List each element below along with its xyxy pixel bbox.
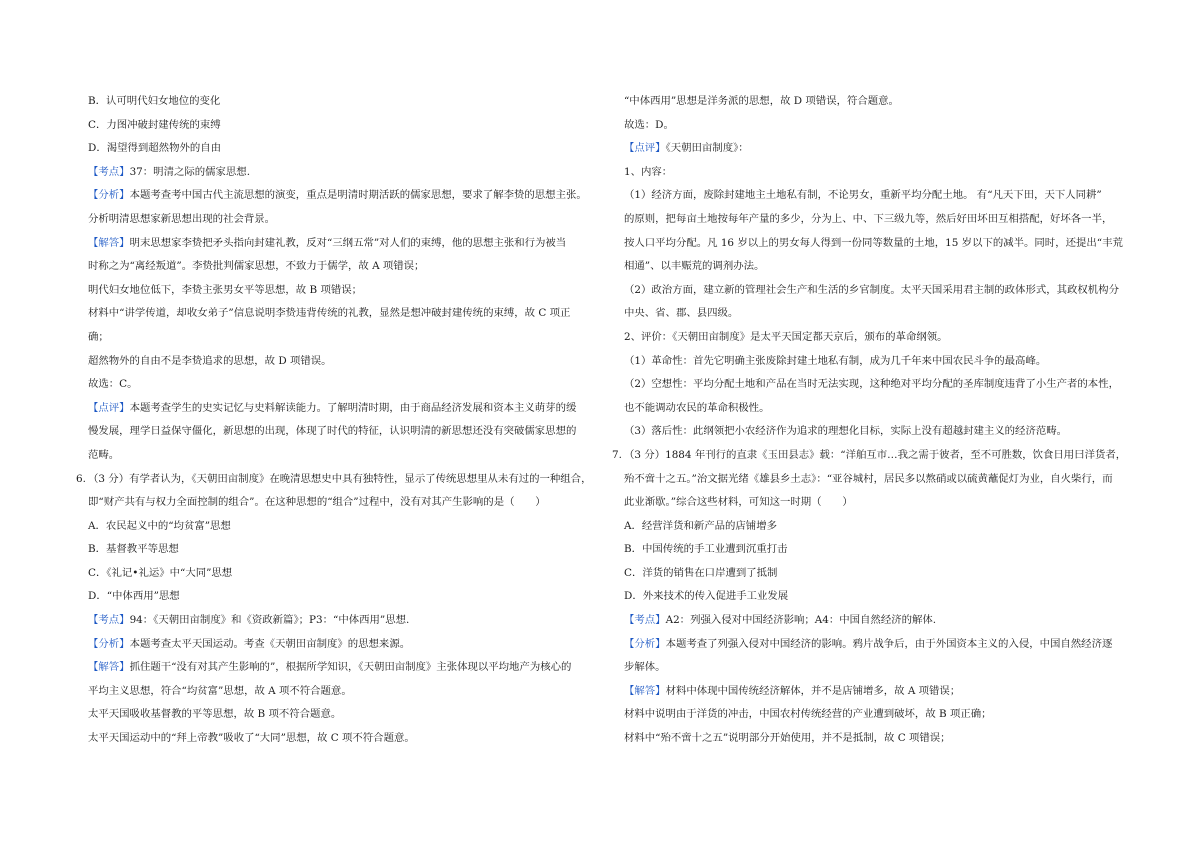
q7-stem-3: 此业渐歇。”综合这些材料，可知这一时期（ ） <box>624 496 853 509</box>
q6-jieda-3: 太平天国吸收基督教的平等思想，故 B 项不符合题意。 <box>88 708 342 721</box>
q7-fenxi: 【分析】本题考查了列强入侵对中国经济的影响。鸦片战争后，由于外国资本主义的入侵，中国自然经济逐 <box>624 637 1113 650</box>
q6-dianping-p6-2: 也不能调动农民的革命积极性。 <box>624 401 770 414</box>
q7-stem: 7. （3 分）1884 年刊行的直隶《玉田县志》载：“洋舶互市…我之需于彼者，至不可胜数，饮食日用曰洋货者， <box>612 444 1132 468</box>
q6-fenxi: 【分析】本题考查太平天国运动。考查《天朝田亩制度》的思想来源。 <box>88 637 411 650</box>
q7-jieda: 【解答】材料中体现中国传统经济解体，并不是店铺增多，故 A 项错误； <box>624 684 961 697</box>
q6-kaodian: 【考点】94：《天朝田亩制度》和《资政新篇》；P3：“中体西用”思想. <box>88 614 410 627</box>
q7-stem-2: 殆不啻十之五。”治文据光绪《雄县乡土志》：“亚谷城村，居民多以熬硝或以硫黄蘸促灯为业，自火柴行，而 <box>624 472 1113 485</box>
q6-jieda-5: “中体西用”思想是洋务派的思想，故 D 项错误，符合题意。 <box>624 95 899 107</box>
q6-dianping-p2-2: 的原则，把每亩土地按每年产量的多少，分为上、中、下三级九等，然后好田坏田互相搭配，好坏各一半， <box>624 212 1113 225</box>
q5-dianping: 【点评】本题考查学生的史实记忆与史料解读能力。了解明清时期，由于商品经济发展和资本主义萌芽的缓 <box>88 401 577 414</box>
q5-jieda-6: 超然物外的自由不是李贽追求的思想，故 D 项错误。 <box>88 354 332 367</box>
q7-option-a: A．经营洋货和新产品的店铺增多 <box>624 519 777 532</box>
q6-dianping-p3-2: 中央、省、郡、县四级。 <box>624 307 739 320</box>
q6-jieda-2: 平均主义思想，符合“均贫富”思想，故 A 项不符合题意。 <box>88 684 352 697</box>
q5-option-d: D．渴望得到超然物外的自由 <box>88 142 222 155</box>
q5-kaodian: 【考点】37：明清之际的儒家思想. <box>88 165 250 178</box>
q5-option-b: B．认可明代妇女地位的变化 <box>88 95 221 107</box>
q5-dianping-3: 范畴。 <box>88 448 120 461</box>
kaodian-tag: 【考点】 <box>624 614 666 627</box>
kaodian-tag: 【考点】 <box>88 614 130 627</box>
q7-jieda-2: 材料中说明由于洋货的冲击，中国农村传统经营的产业遭到破坏，故 B 项正确； <box>624 708 992 721</box>
q7-option-b: B．中国传统的手工业遭到沉重打击 <box>624 543 788 556</box>
q6-dianping-p2-3: 按人口平均分配。凡 16 岁以上的男女每人得到一份同等数量的土地，15 岁以下的减半。同时，还提出“丰荒 <box>624 236 1123 249</box>
q6-option-d: D．“中体西用”思想 <box>88 590 180 603</box>
q6-stem-2: 即“财产共有与权力全面控制的组合”。在这种思想的“组合”过程中，没有对其产生影响的是（ ） <box>88 496 546 509</box>
q6-dianping-p6: （2）空想性：平均分配土地和产品在当时无法实现，这种绝对平均分配的圣库制度违背了小生产者的本性， <box>624 378 1119 391</box>
fenxi-tag: 【分析】 <box>88 189 130 202</box>
q6-jieda-4: 太平天国运动中的“拜上帝教”吸收了“大同”思想，故 C 项不符合题意。 <box>88 732 415 745</box>
q6-dianping-p4: 2、评价：《天朝田亩制度》是太平天国定都天京后，颁布的革命纲领。 <box>624 330 948 343</box>
fenxi-tag: 【分析】 <box>88 637 130 650</box>
q5-fenxi-cont: 分析明清思想家新思想出现的社会背景。 <box>88 212 276 225</box>
q6-jieda: 【解答】抓住题干“没有对其产生影响的”，根据所学知识，《天朝田亩制度》主张体现以平均地产为核心的 <box>88 661 572 674</box>
question-number: 7. <box>612 448 622 461</box>
q6-dianping-p3: （2）政治方面，建立新的管理社会生产和生活的乡官制度。太平天国采用君主制的政体形式，其政权机构分 <box>624 283 1119 296</box>
q6-stem: 6. （3 分）有学者认为，《天朝田亩制度》在晚清思想史中具有独特性，显示了传统思想里从未有过的一种组合， <box>76 468 596 492</box>
q5-fenxi: 【分析】本题考查考中国古代主流思想的演变，重点是明清时期活跃的儒家思想，要求了解李贽的思想主张。 <box>88 189 587 202</box>
q6-dianping-p5: （1）革命性：首先它明确主张废除封建土地私有制，成为几千年来中国农民斗争的最高峰。 <box>624 354 1047 367</box>
q6-option-a: A．农民起义中的“均贫富”思想 <box>88 519 231 532</box>
q6-dianping-p2: （1）经济方面，废除封建地主土地私有制，不论男女，重新平均分配土地。 有“凡天下田，天下人同耕” <box>624 189 1102 202</box>
question-number: 6. <box>76 472 86 485</box>
jieda-tag: 【解答】 <box>88 661 130 674</box>
q6-option-b: B．基督教平等思想 <box>88 543 179 556</box>
q5-jieda-5: 确； <box>88 330 109 343</box>
q7-kaodian: 【考点】A2：列强入侵对中国经济影响；A4：中国自然经济的解体. <box>624 614 937 627</box>
q7-option-c: C．洋货的销售在口岸遭到了抵制 <box>624 566 778 579</box>
kaodian-tag: 【考点】 <box>88 165 130 178</box>
q5-jieda-4: 材料中“讲学传道，却收女弟子”信息说明李贽违背传统的礼教，显然是想冲破封建传统的束缚，故 C 项正 <box>88 307 571 320</box>
q5-answer: 故选：C。 <box>88 378 138 391</box>
q5-option-c: C．力图冲破封建传统的束缚 <box>88 118 221 131</box>
q6-option-c: C．《礼记•礼运》中“大同”思想 <box>88 566 233 579</box>
q6-dianping-p2-4: 相通”、以丰赈荒的调剂办法。 <box>624 260 765 273</box>
q5-jieda-3: 明代妇女地位低下，李贽主张男女平等思想，故 B 项错误； <box>88 283 363 296</box>
dianping-tag: 【点评】 <box>624 142 666 155</box>
fenxi-tag: 【分析】 <box>624 637 666 650</box>
q5-jieda-2: 时称之为“离经叛道”。李贽批判儒家思想，不致力于儒学，故 A 项错误； <box>88 260 425 273</box>
q6-dianping-p7: （3）落后性：此纲领把小农经济作为追求的理想化目标，实际上没有超越封建主义的经济范畴。 <box>624 425 1068 438</box>
dianping-tag: 【点评】 <box>88 401 130 414</box>
q7-jieda-3: 材料中“殆不啻十之五”说明部分开始使用，并不是抵制，故 C 项错误； <box>624 732 951 745</box>
q7-fenxi-2: 步解体。 <box>624 661 666 674</box>
q5-jieda: 【解答】明末思想家李贽把矛头指向封建礼教，反对“三纲五常”对人们的束缚，他的思想主张和行为被当 <box>88 236 567 249</box>
jieda-tag: 【解答】 <box>624 684 666 697</box>
q6-answer: 故选：D。 <box>624 118 674 131</box>
q6-dianping-p1: 1、内容： <box>624 165 673 178</box>
q6-dianping: 【点评】《天朝田亩制度》： <box>624 142 749 155</box>
jieda-tag: 【解答】 <box>88 236 130 249</box>
left-column <box>76 90 596 751</box>
q7-option-d: D．外来技术的传入促进手工业发展 <box>624 590 789 603</box>
q5-dianping-2: 慢发展，理学日益保守僵化，新思想的出现，体现了时代的特征，认识明清的新思想还没有突破儒家思想的 <box>88 425 577 438</box>
right-column <box>612 90 1132 751</box>
